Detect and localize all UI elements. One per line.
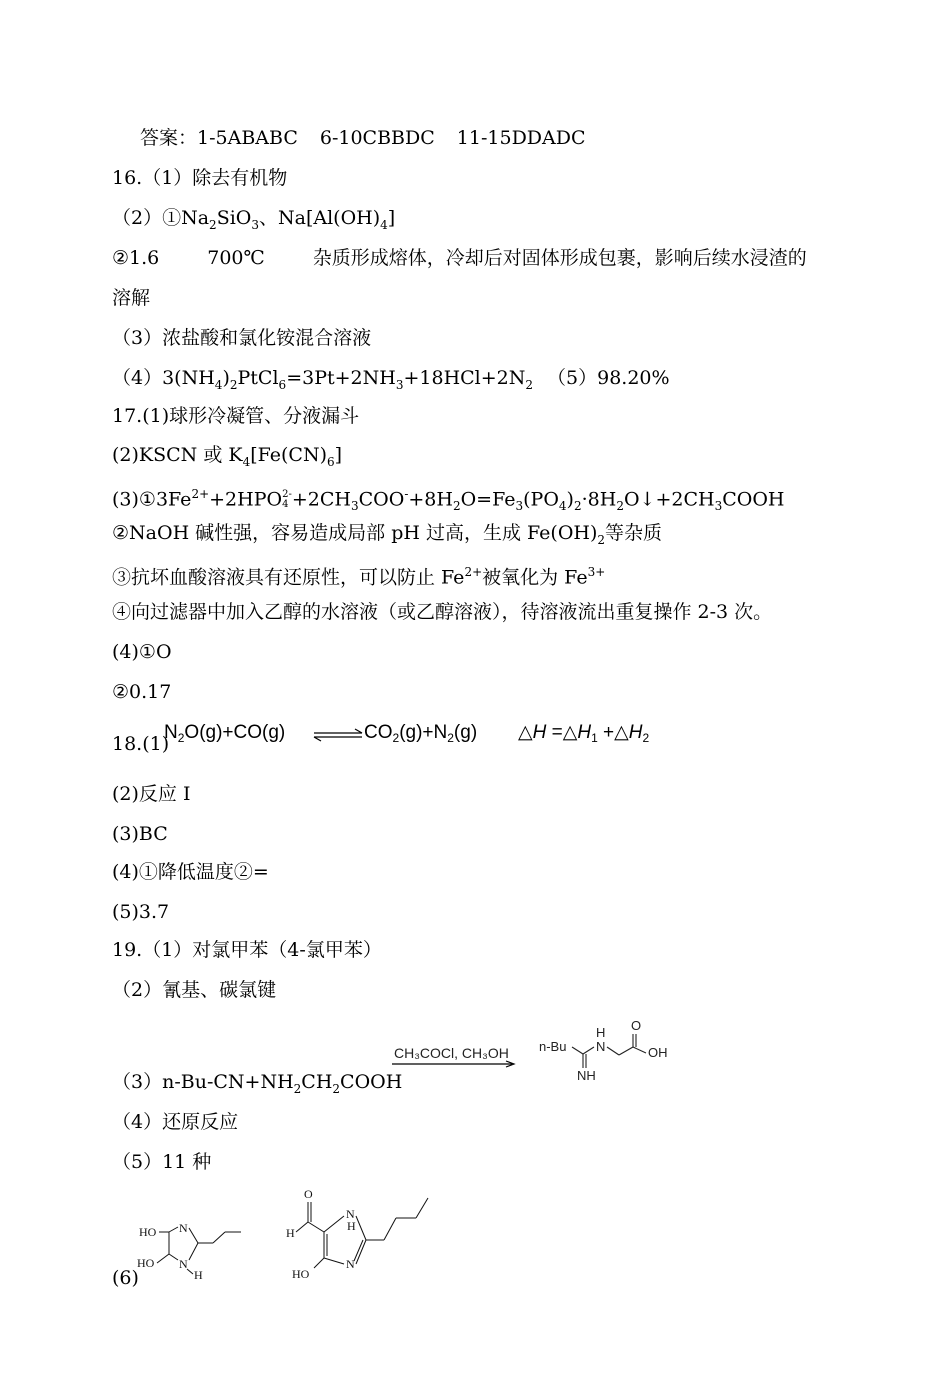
svg-text:OH: OH: [648, 1045, 668, 1060]
structure-2: [280, 1182, 450, 1294]
q17-part2: (2)KSCN 或 $K_4[Fe(CN)_6]$: [112, 444, 343, 469]
q16-part2b: ②1.6 700℃ 杂质形成熔体，冷却后对固体形成包裹，影响后续水浸渣的: [112, 247, 807, 269]
q17-part1: 17.(1)球形冷凝管、分液漏斗: [112, 405, 360, 427]
svg-text:O: O: [631, 1018, 642, 1033]
svg-text:N: N: [346, 1257, 355, 1271]
svg-text:NH: NH: [577, 1068, 596, 1083]
q16-part4-5: $(4)3(NH_4)_2PtCl_6=3Pt+2NH_3+18HCl+2N_2$ （5）98.20%: [112, 367, 670, 392]
q18-part2: (2)反应 I: [112, 783, 191, 805]
q17-part4b: ②0.17: [112, 681, 172, 703]
svg-text:N: N: [346, 1207, 355, 1221]
svg-text:H: H: [596, 1025, 606, 1040]
answer-group-2: 6-10CBBDC: [319, 127, 435, 149]
answer-group-3: 11-15DDADC: [456, 127, 586, 149]
q19-part4: （4）还原反应: [112, 1111, 239, 1133]
q17-part4a: (4)①O: [112, 641, 172, 663]
q17-part3d: ④向过滤器中加入乙醇的水溶液（或乙醇溶液），待溶液流出重复操作 2-3 次。: [112, 601, 773, 623]
q19-part5: （5）11 种: [112, 1151, 212, 1173]
svg-text:HO: HO: [292, 1267, 310, 1281]
svg-text:△H =△H1 +△H2: △H $=\triangle H_1$ $+\triangle H_2$: [518, 722, 650, 745]
answer-key-label: 答案：: [140, 127, 198, 149]
svg-text:HO: HO: [139, 1225, 157, 1239]
q18-equation: [162, 712, 682, 752]
q17-part3c: ③抗坏血酸溶液具有还原性，可以防止 $Fe^{2+}$被氧化为 $Fe^{3+}$: [112, 565, 606, 589]
answer-group-1: 1-5ABABC: [197, 127, 298, 149]
structure-1: [135, 1210, 265, 1290]
q18-label: 18.(1): [112, 733, 170, 755]
svg-text:CO2(g)+N2(g): $CO_2(g)+N_2(g)$: [364, 722, 478, 745]
q16-part1: 16.（1）除去有机物: [112, 167, 288, 189]
reagent-label: CH₃COCl, CH₃OH: [394, 1045, 509, 1061]
q16-part2a: $(2)①Na_2SiO_3$、$Na[Al(OH)_4]$: [112, 207, 396, 232]
reaction-arrow: [388, 1038, 520, 1072]
svg-text:N2O(g)+CO(g): $N_2O(g)+CO(g)$: [164, 722, 286, 745]
q19-part1: 19.（1）对氯甲苯（4-氯甲苯）: [112, 939, 382, 961]
q18-part3: (3)BC: [112, 823, 168, 845]
answer-key-line: [140, 126, 586, 150]
q19-part3: $(3)n-Bu-CN+NH_2CH_2COOH$: [112, 1071, 403, 1096]
svg-text:O: O: [304, 1187, 313, 1201]
q16-part2b-cont: 溶解: [112, 287, 151, 309]
svg-text:N: N: [596, 1039, 606, 1054]
q18-part5: (5)3.7: [112, 901, 170, 923]
svg-text:H: H: [286, 1226, 295, 1240]
product-structure: [535, 1018, 680, 1090]
svg-text:N: N: [179, 1221, 188, 1235]
svg-text:H: H: [194, 1268, 203, 1282]
svg-text:H: H: [347, 1219, 356, 1233]
q18-part4: (4)①降低温度②=: [112, 861, 269, 883]
q19-part6-label: (6): [112, 1267, 139, 1289]
svg-text:HO: HO: [137, 1256, 155, 1270]
svg-text:N: N: [179, 1257, 188, 1271]
q19-part2: （2）氰基、碳氯键: [112, 979, 277, 1001]
nbu-label: n-Bu: [539, 1039, 567, 1054]
q17-part3-equation: $(3)①3Fe^{2+}+2HPO$ 2- 4 $+2CH_3COO^-+8H_2O=Fe_3(PO_4)_2\cdot 8H_2O↓+2CH_3COOH$: [112, 487, 785, 514]
q16-part3: （3）浓盐酸和氯化铵混合溶液: [112, 327, 372, 349]
q17-part3b: ②NaOH 碱性强，容易造成局部 pH 过高，生成 $Fe(OH)_2$等杂质: [112, 522, 663, 547]
